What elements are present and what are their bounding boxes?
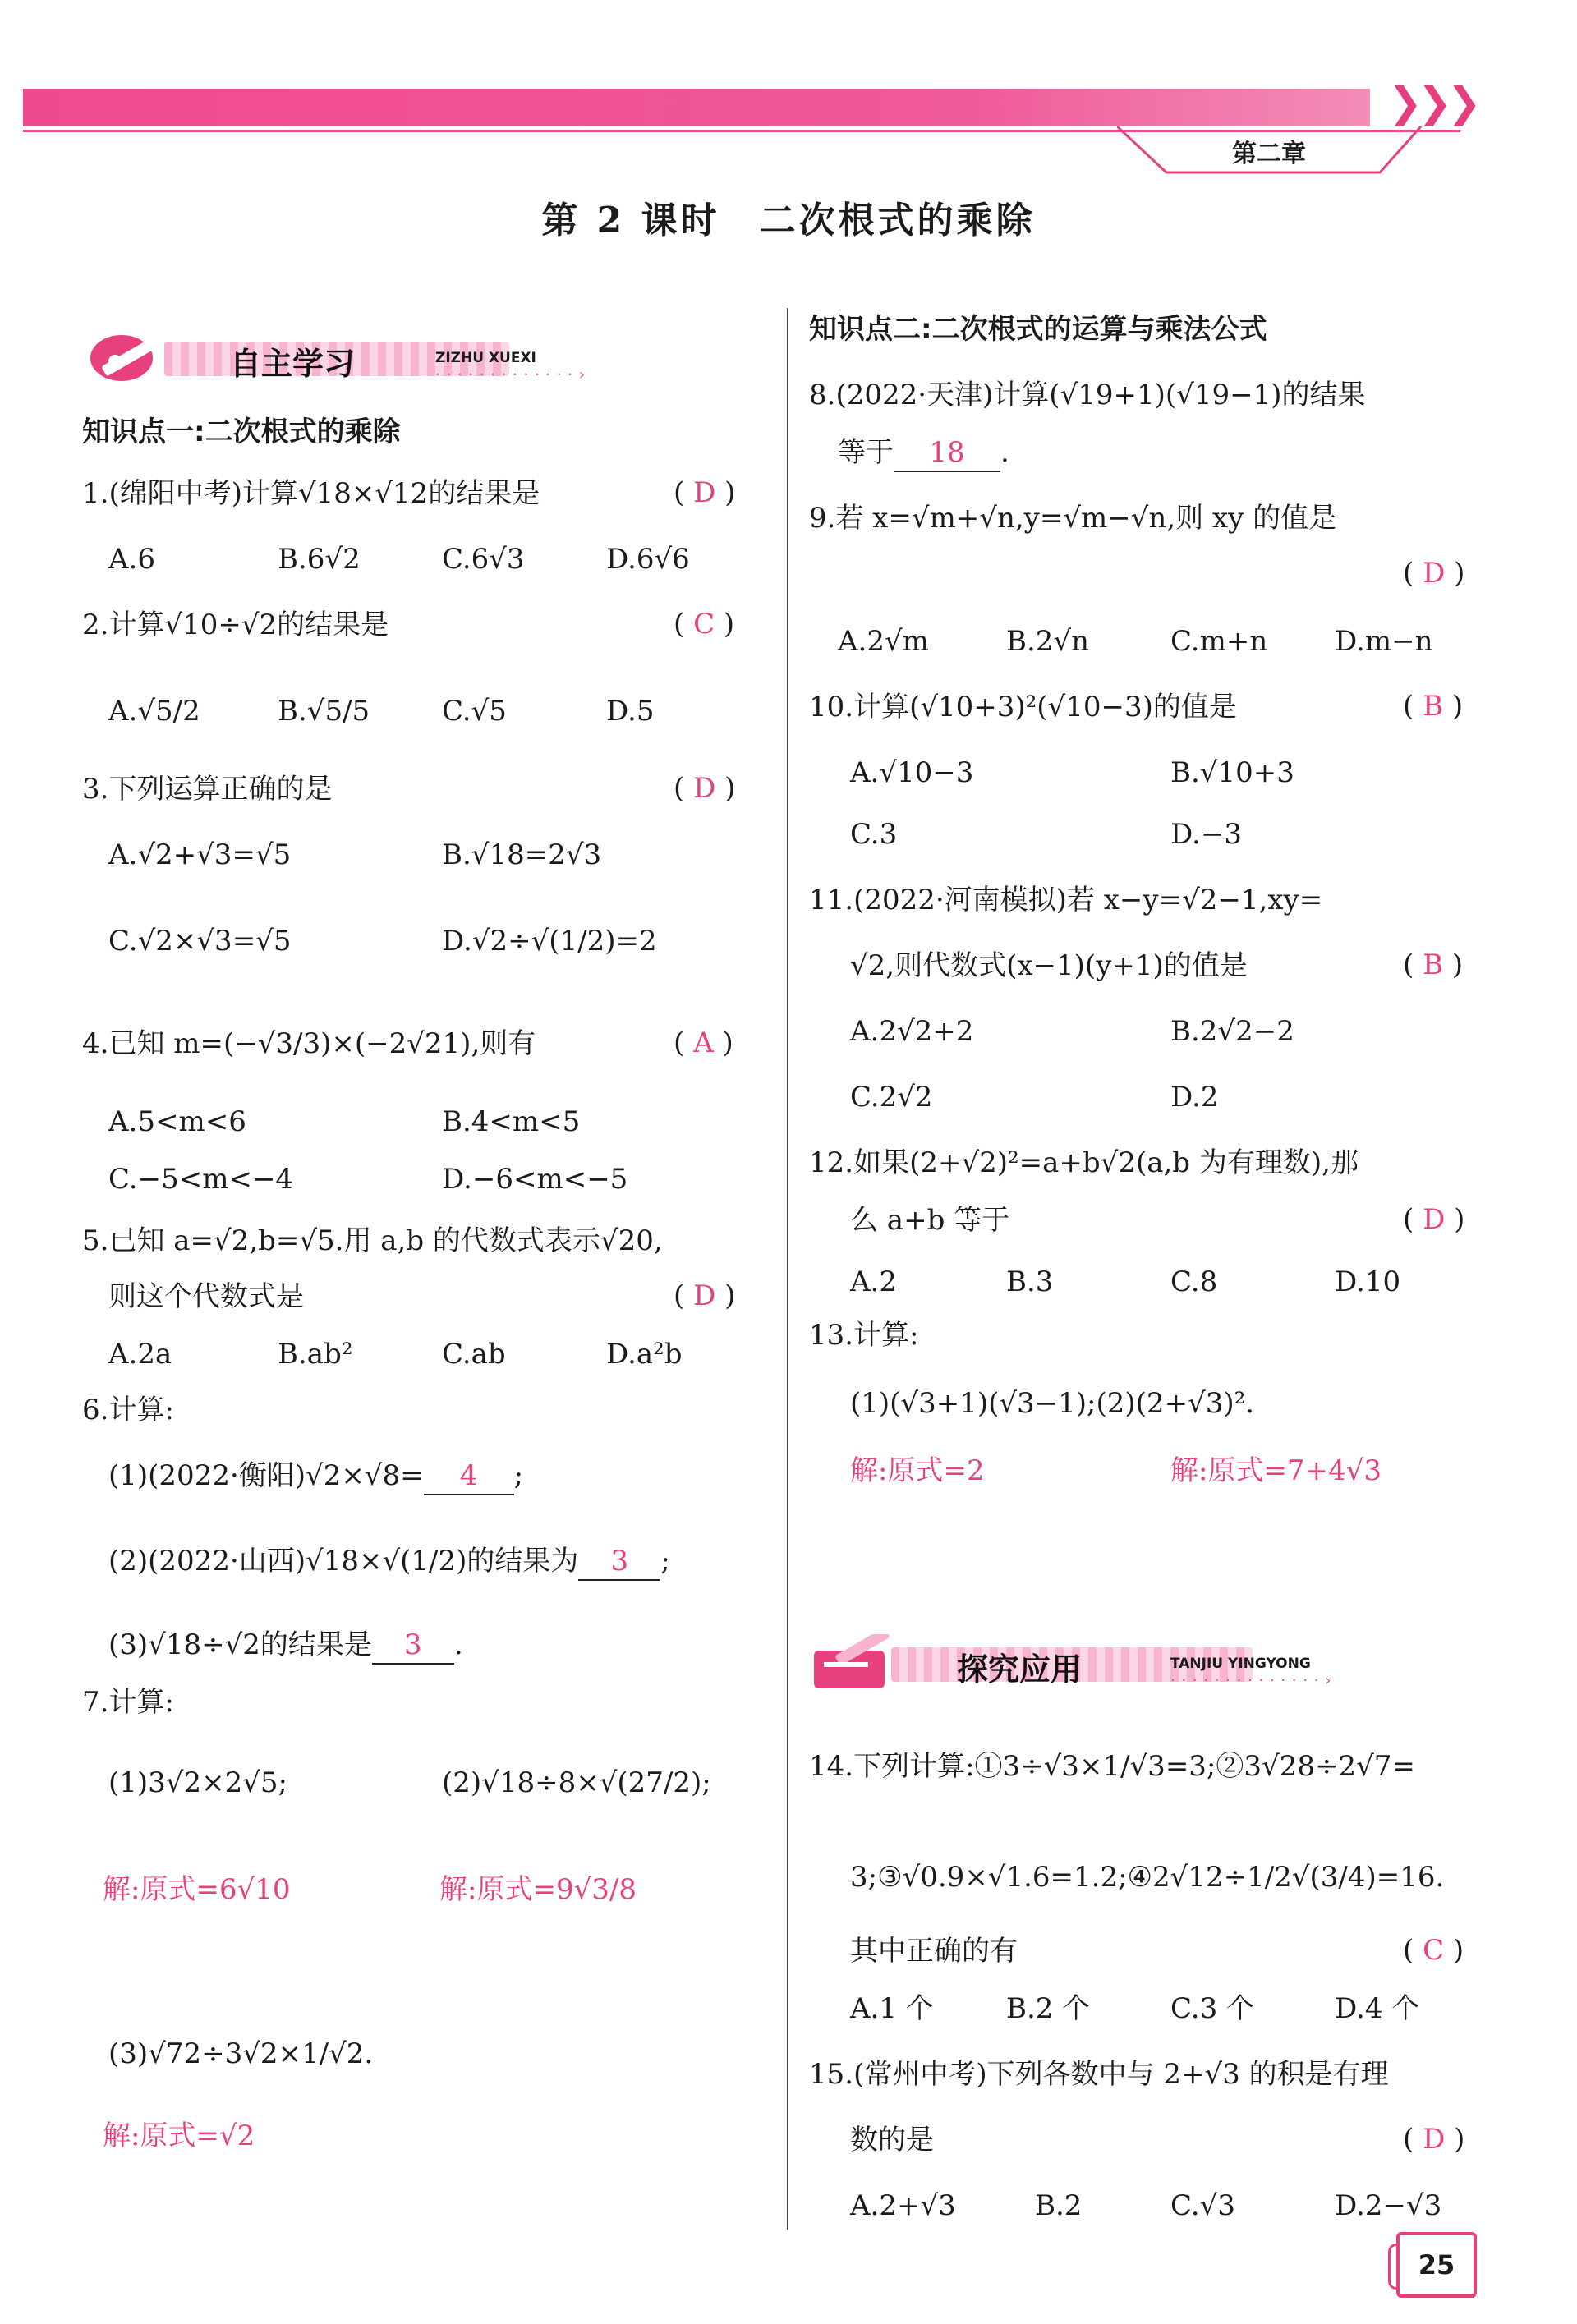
q4-answer: ( A ) <box>674 1027 733 1059</box>
q9-answer: ( D ) <box>1403 557 1465 590</box>
section-pinyin: ZIZHU XUEXI <box>435 350 536 366</box>
q4-stem: 4.已知 m=(−√3/3)×(−2√21),则有 <box>82 1027 536 1060</box>
q6-part-2: (2)(2022·山西)√18×√(1/2)的结果为 3 ; <box>108 1544 670 1581</box>
knowledge-point-2: 知识点二:二次根式的运算与乘法公式 <box>809 313 1267 346</box>
q3-option-c: C.√2×√3=√5 <box>108 925 292 958</box>
q14-option-d: D.4 个 <box>1335 1992 1420 2025</box>
q12-option-a: A.2 <box>850 1265 897 1298</box>
chevron-arrows-icon: ❯❯❯ <box>1388 79 1477 126</box>
q5-option-d: D.a²b <box>606 1338 683 1371</box>
q1-option-b: B.6√2 <box>278 543 361 576</box>
q7-part-2: (2)√18÷8×√(27/2); <box>442 1766 711 1799</box>
q4-option-d: D.−6<m<−5 <box>442 1163 628 1196</box>
q14-option-c: C.3 个 <box>1170 1992 1255 2025</box>
q8-stem-2: 等于 18 . <box>838 435 1009 472</box>
q11-option-a: A.2√2+2 <box>850 1015 974 1048</box>
q7-solution-3: 解:原式=√2 <box>103 2120 255 2152</box>
q7-solution-1: 解:原式=6√10 <box>103 1873 291 1906</box>
q12-stem-2: 么 a+b 等于 <box>850 1204 1010 1237</box>
q11-option-c: C.2√2 <box>850 1081 933 1114</box>
q12-stem-1: 12.如果(2+√2)²=a+b√2(a,b 为有理数),那 <box>809 1146 1359 1179</box>
q1-stem: 1.(绵阳中考)计算√18×√12的结果是 <box>82 477 540 510</box>
q3-answer: ( D ) <box>674 772 736 805</box>
q11-answer: ( B ) <box>1403 948 1464 981</box>
q12-option-d: D.10 <box>1335 1265 1401 1298</box>
q6-p3-answer: 3 <box>372 1628 454 1665</box>
q10-option-a: A.√10−3 <box>850 756 974 789</box>
q4-option-b: B.4<m<5 <box>442 1105 581 1138</box>
q5-option-c: C.ab <box>442 1338 506 1371</box>
q5-stem-1: 5.已知 a=√2,b=√5.用 a,b 的代数式表示√20, <box>82 1224 663 1257</box>
q14-option-a: A.1 个 <box>850 1992 934 2025</box>
q13-solution-1: 解:原式=2 <box>850 1454 985 1487</box>
q12-option-c: C.8 <box>1170 1265 1218 1298</box>
q3-option-b: B.√18=2√3 <box>442 838 602 871</box>
q2-option-b: B.√5/5 <box>278 695 370 728</box>
q14-stem-1: 14.下列计算:①3÷√3×1/√3=3;②3√28÷2√7= <box>809 1750 1415 1783</box>
q10-stem: 10.计算(√10+3)²(√10−3)的值是 <box>809 691 1237 723</box>
q15-stem-1: 15.(常州中考)下列各数中与 2+√3 的积是有理 <box>809 2058 1389 2091</box>
q15-stem-2: 数的是 <box>850 2124 934 2156</box>
q8-stem-1: 8.(2022·天津)计算(√19+1)(√19−1)的结果 <box>809 379 1366 411</box>
column-divider <box>787 308 788 2230</box>
q7-stem: 7.计算: <box>82 1686 174 1719</box>
page-title: 第 2 课时 二次根式的乘除 <box>541 200 1036 241</box>
q9-option-b: B.2√n <box>1006 625 1089 658</box>
section-pinyin: TANJIU YINGYONG <box>1170 1656 1311 1672</box>
q3-stem: 3.下列运算正确的是 <box>82 773 333 806</box>
q6-stem: 6.计算: <box>82 1394 174 1426</box>
q7-solution-2: 解:原式=9√3/8 <box>439 1873 637 1906</box>
q6-part-1: (1)(2022·衡阳)√2×√8= 4 ; <box>108 1458 523 1495</box>
q15-option-c: C.√3 <box>1170 2189 1235 2222</box>
q13-parts: (1)(√3+1)(√3−1);(2)(2+√3)². <box>850 1387 1255 1420</box>
q6-p2-answer: 3 <box>578 1544 660 1581</box>
q10-option-c: C.3 <box>850 818 898 851</box>
q15-option-b: B.2 <box>1035 2189 1083 2222</box>
q10-answer: ( B ) <box>1403 690 1464 723</box>
q1-answer: ( D ) <box>674 476 736 509</box>
section-label: 探究应用 <box>957 1651 1083 1688</box>
q6-p1-answer: 4 <box>424 1458 514 1495</box>
q10-option-d: D.−3 <box>1170 818 1242 851</box>
q15-answer: ( D ) <box>1403 2123 1465 2156</box>
q2-option-c: C.√5 <box>442 695 507 728</box>
page-number <box>1396 2232 1477 2298</box>
dotted-arrow: · · · · · · · · · · · · · › <box>435 366 586 384</box>
q10-option-b: B.√10+3 <box>1170 756 1294 789</box>
q5-option-b: B.ab² <box>278 1338 353 1371</box>
q14-stem-3: 其中正确的有 <box>850 1935 1018 1968</box>
q2-option-d: D.5 <box>606 695 655 728</box>
section-self-study <box>82 328 624 386</box>
q2-answer: ( C ) <box>674 608 735 641</box>
q1-option-a: A.6 <box>108 543 155 576</box>
q1-option-d: D.6√6 <box>606 543 690 576</box>
q14-stem-2: 3;③√0.9×√1.6=1.2;④2√12÷1/2√(3/4)=16. <box>850 1861 1445 1894</box>
q12-answer: ( D ) <box>1403 1203 1465 1236</box>
knowledge-point-1: 知识点一:二次根式的乘除 <box>82 416 401 448</box>
page-number-text: 25 <box>1418 2249 1455 2280</box>
q11-option-d: D.2 <box>1170 1081 1219 1114</box>
chapter-label: 第二章 <box>1232 140 1306 168</box>
dotted-arrow: · · · · · · · · · · · · · · › <box>1170 1672 1332 1689</box>
q9-option-a: A.2√m <box>838 625 929 658</box>
q4-option-a: A.5<m<6 <box>108 1105 246 1138</box>
q9-option-d: D.m−n <box>1335 625 1433 658</box>
q7-part-1: (1)3√2×2√5; <box>108 1766 287 1799</box>
q11-stem-2: √2,则代数式(x−1)(y+1)的值是 <box>850 949 1248 982</box>
q4-option-c: C.−5<m<−4 <box>108 1163 294 1196</box>
header-band <box>23 89 1370 126</box>
q3-option-d: D.√2÷√(1/2)=2 <box>442 925 657 958</box>
q9-option-c: C.m+n <box>1170 625 1268 658</box>
q2-option-a: A.√5/2 <box>108 695 200 728</box>
q15-option-d: D.2−√3 <box>1335 2189 1442 2222</box>
q11-stem-1: 11.(2022·河南模拟)若 x−y=√2−1,xy= <box>809 884 1323 916</box>
q15-option-a: A.2+√3 <box>850 2189 956 2222</box>
q5-stem-2: 则这个代数式是 <box>108 1280 304 1313</box>
q6-part-3: (3)√18÷√2的结果是 3 . <box>108 1628 463 1665</box>
q12-option-b: B.3 <box>1006 1265 1054 1298</box>
q14-answer: ( C ) <box>1403 1934 1464 1967</box>
q3-option-a: A.√2+√3=√5 <box>108 838 292 871</box>
section-label: 自主学习 <box>230 346 356 382</box>
q11-option-b: B.2√2−2 <box>1170 1015 1294 1048</box>
q14-option-b: B.2 个 <box>1006 1992 1091 2025</box>
q13-solution-2: 解:原式=7+4√3 <box>1170 1454 1382 1487</box>
section-explore <box>809 1634 1384 1692</box>
q1-option-c: C.6√3 <box>442 543 525 576</box>
q5-answer: ( D ) <box>674 1279 736 1312</box>
q7-part-3: (3)√72÷3√2×1/√2. <box>108 2037 374 2070</box>
q13-stem: 13.计算: <box>809 1319 919 1352</box>
q2-stem: 2.计算√10÷√2的结果是 <box>82 609 389 641</box>
q9-stem: 9.若 x=√m+√n,y=√m−√n,则 xy 的值是 <box>809 502 1337 535</box>
q8-answer: 18 <box>894 435 1000 472</box>
q5-option-a: A.2a <box>108 1338 172 1371</box>
